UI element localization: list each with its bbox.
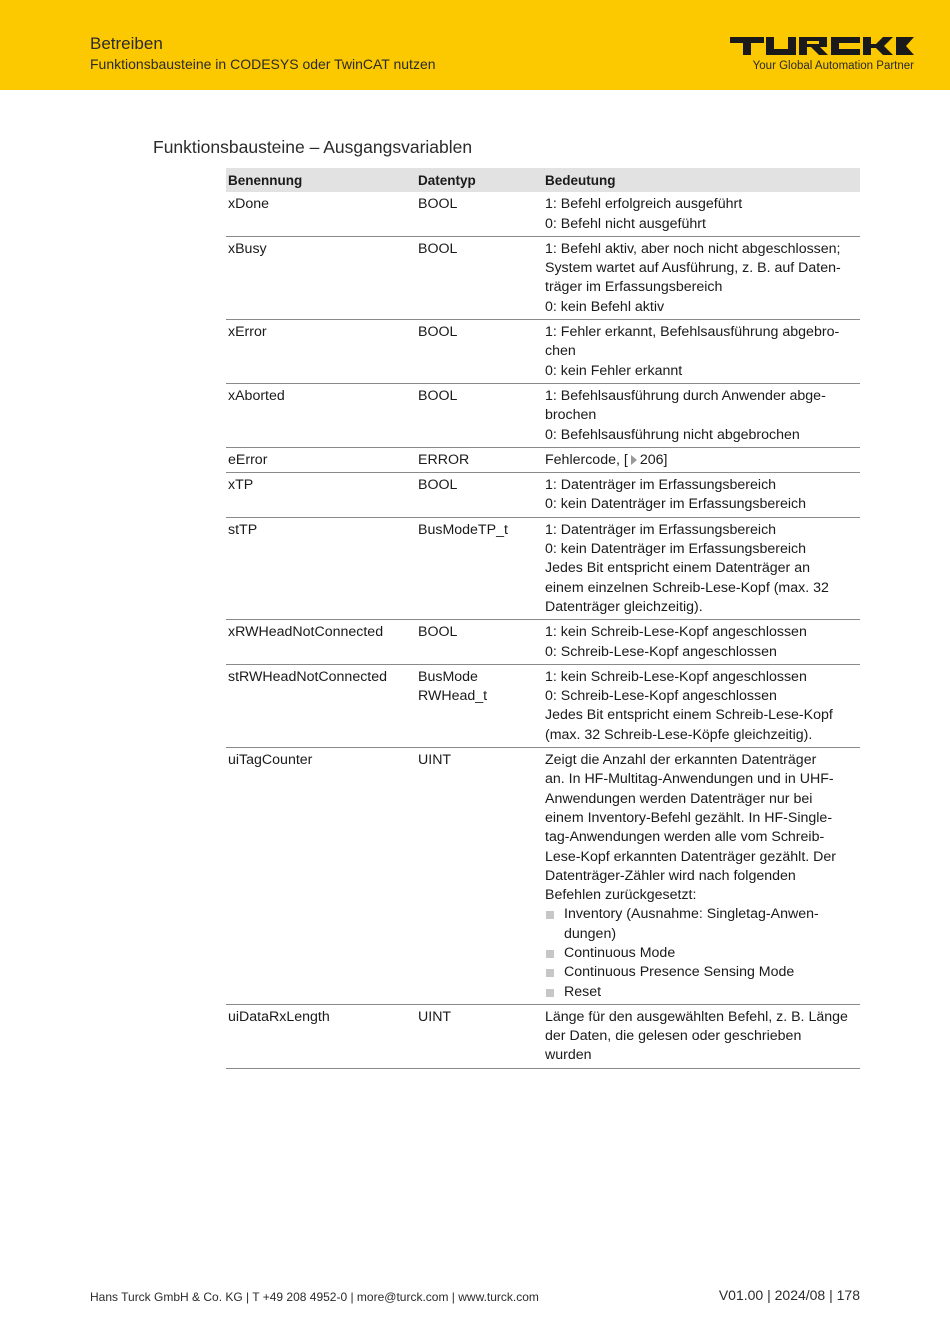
- description-line: Datenträger-Zähler wird nach folgenden: [545, 867, 796, 884]
- data-type: [416, 240, 543, 317]
- variable-name: xRWHeadNotConnected: [228, 624, 384, 641]
- table-body: [226, 192, 860, 1068]
- table-row: [226, 748, 860, 1005]
- bullet-text: [564, 963, 794, 982]
- data-type-line: BusMode: [418, 668, 478, 685]
- variable-name: uiDataRxLength: [228, 1008, 330, 1025]
- description: [543, 323, 860, 381]
- description-line: brochen: [545, 407, 597, 424]
- description-line: 1: Fehler erkannt, Befehlsausführung abgebro-: [545, 324, 840, 341]
- turck-logo: [730, 36, 914, 76]
- data-type: [416, 451, 543, 470]
- data-type: [416, 195, 543, 234]
- table-row: [226, 620, 860, 665]
- data-type-line: UINT: [418, 752, 452, 769]
- description-line: 0: Schreib-Lese-Kopf angeschlossen: [545, 688, 777, 705]
- data-type: [416, 623, 543, 662]
- page-reference-link[interactable]: 206]: [639, 451, 668, 468]
- bullet-item: [545, 905, 860, 944]
- description-line: Datenträger gleichzeitig).: [545, 598, 703, 615]
- description-line: System wartet auf Ausführung, z. B. auf Daten-: [545, 260, 841, 277]
- table-row: [226, 448, 860, 473]
- bullet-square-icon: [546, 950, 554, 958]
- data-type-line: BOOL: [418, 624, 458, 641]
- data-type: [416, 751, 543, 1002]
- description-line: 0: kein Befehl aktiv: [545, 298, 665, 315]
- bullet-square-icon: [546, 989, 554, 997]
- table-row: [226, 320, 860, 384]
- data-type-line: BusModeTP_t: [418, 521, 508, 538]
- description-line: 1: Datenträger im Erfassungsbereich: [545, 477, 777, 494]
- bullet-text-line: Inventory (Ausnahme: Singletag-Anwen-: [564, 906, 819, 923]
- bullet-item: [545, 983, 860, 1002]
- section-title: Funktionsbausteine – Ausgangsvariablen: [153, 137, 473, 157]
- bullet-text-line: dungen): [564, 925, 617, 942]
- variable-name: xDone: [228, 196, 270, 213]
- bullet-item: [545, 963, 860, 982]
- table-row: [226, 384, 860, 448]
- data-type: [416, 476, 543, 515]
- description: [543, 521, 860, 617]
- data-type-line: ERROR: [418, 451, 470, 468]
- description-line: 1: Befehl aktiv, aber noch nicht abgeschlossen;: [545, 240, 841, 257]
- description-line: 0: kein Datenträger im Erfassungsbereich: [545, 541, 807, 558]
- output-variables-table: [226, 168, 860, 1069]
- description-line: Jedes Bit entspricht einem Schreib-Lese-Kopf: [545, 707, 833, 724]
- table-row: [226, 1005, 860, 1069]
- column-header-benennung: Benennung: [228, 173, 303, 188]
- description: [543, 751, 860, 1002]
- data-type: [416, 521, 543, 617]
- description-line: 1: Befehl erfolgreich ausgeführt: [545, 196, 743, 213]
- description-line: (max. 32 Schreib-Lese-Köpfe gleichzeitig).: [545, 726, 813, 743]
- bullet-square-icon: [546, 911, 554, 919]
- data-type-line: RWHead_t: [418, 688, 488, 705]
- description-line: 0: Befehlsausführung nicht abgebrochen: [545, 426, 800, 443]
- description-text: Fehlercode, [: [545, 451, 628, 468]
- description-line: [545, 451, 860, 470]
- description-line: chen: [545, 343, 576, 360]
- column-header-datentyp: Datentyp: [418, 173, 476, 188]
- description: [543, 195, 860, 234]
- description-line: 0: kein Fehler erkannt: [545, 362, 683, 379]
- data-type-line: BOOL: [418, 196, 458, 213]
- description: [543, 387, 860, 445]
- variable-name: stRWHeadNotConnected: [228, 668, 388, 685]
- data-type-line: BOOL: [418, 477, 458, 494]
- description-line: wurden: [545, 1047, 592, 1064]
- footer-version: V01.00 | 2024/08 | 178: [718, 1287, 860, 1303]
- variable-name: eError: [228, 451, 268, 468]
- description-line: Anwendungen werden Datenträger nur bei: [545, 790, 813, 807]
- page-reference-arrow-icon: [631, 455, 637, 465]
- description: [543, 451, 860, 470]
- description-line: träger im Erfassungsbereich: [545, 279, 723, 296]
- data-type-line: BOOL: [418, 240, 458, 257]
- page-header: [0, 0, 950, 90]
- data-type-line: UINT: [418, 1008, 452, 1025]
- variable-name: xError: [228, 324, 267, 341]
- description-line: der Daten, die gelesen oder geschrieben: [545, 1028, 802, 1045]
- bullet-text: [564, 905, 819, 944]
- description-line: 0: Befehl nicht ausgeführt: [545, 215, 706, 232]
- logo-tagline: Your Global Automation Partner: [752, 60, 914, 72]
- turck-logo-wordmark: [730, 36, 914, 56]
- description-line: tag-Anwendungen werden alle vom Schreib-: [545, 829, 825, 846]
- description-line: an. In HF-Multitag-Anwendungen und in UHF-: [545, 771, 834, 788]
- bullet-text-line: Reset: [564, 983, 602, 1000]
- data-type: [416, 323, 543, 381]
- column-header-bedeutung: Bedeutung: [545, 173, 616, 188]
- bullet-text: [564, 983, 601, 1002]
- bullet-text-line: Continuous Mode: [564, 944, 676, 961]
- description-line: Lese-Kopf erkannten Datenträger gezählt. Der: [545, 848, 837, 865]
- description-line: einem einzelnen Schreib-Lese-Kopf (max. 32: [545, 579, 829, 596]
- description-line: einem Inventory-Befehl gezählt. In HF-Single-: [545, 809, 833, 826]
- description-line: Jedes Bit entspricht einem Datenträger an: [545, 560, 810, 577]
- description: [543, 668, 860, 745]
- bullet-text-line: Continuous Presence Sensing Mode: [564, 964, 795, 981]
- table-row: [226, 518, 860, 620]
- table-row: [226, 192, 860, 237]
- description-line: 1: Datenträger im Erfassungsbereich: [545, 521, 777, 538]
- variable-name: xTP: [228, 477, 254, 494]
- header-title: Betreiben: [90, 34, 163, 53]
- variable-name: stTP: [228, 521, 258, 538]
- footer-company: Hans Turck GmbH & Co. KG | T +49 208 4952-0 | more@turck.com | www.turck.com: [90, 1290, 539, 1304]
- variable-name: xAborted: [228, 387, 285, 404]
- bullet-item: [545, 944, 860, 963]
- description: [543, 476, 860, 515]
- data-type-line: BOOL: [418, 324, 458, 341]
- table-header-row: [226, 168, 860, 192]
- description-line: 1: kein Schreib-Lese-Kopf angeschlossen: [545, 624, 807, 641]
- header-subtitle: Funktionsbausteine in CODESYS oder TwinCAT nutzen: [90, 56, 436, 72]
- description-line: Länge für den ausgewählten Befehl, z. B. Länge: [545, 1008, 848, 1025]
- data-type: [416, 387, 543, 445]
- data-type: [416, 668, 543, 745]
- description-line: Befehlen zurückgesetzt:: [545, 887, 697, 904]
- table-row: [226, 665, 860, 748]
- description-line: 0: Schreib-Lese-Kopf angeschlossen: [545, 643, 777, 660]
- description: [543, 240, 860, 317]
- table-row: [226, 237, 860, 320]
- data-type: [416, 1008, 543, 1066]
- description: [543, 623, 860, 662]
- description-line: 1: Befehlsausführung durch Anwender abge-: [545, 387, 826, 404]
- description: [543, 1008, 860, 1066]
- data-type-line: BOOL: [418, 387, 458, 404]
- bullet-text: [564, 944, 675, 963]
- bullet-square-icon: [546, 969, 554, 977]
- variable-name: uiTagCounter: [228, 752, 313, 769]
- description-line: Zeigt die Anzahl der erkannten Datenträger: [545, 752, 817, 769]
- variable-name: xBusy: [228, 240, 267, 257]
- description-line: 0: kein Datenträger im Erfassungsbereich: [545, 496, 807, 513]
- table-row: [226, 473, 860, 518]
- description-line: 1: kein Schreib-Lese-Kopf angeschlossen: [545, 668, 807, 685]
